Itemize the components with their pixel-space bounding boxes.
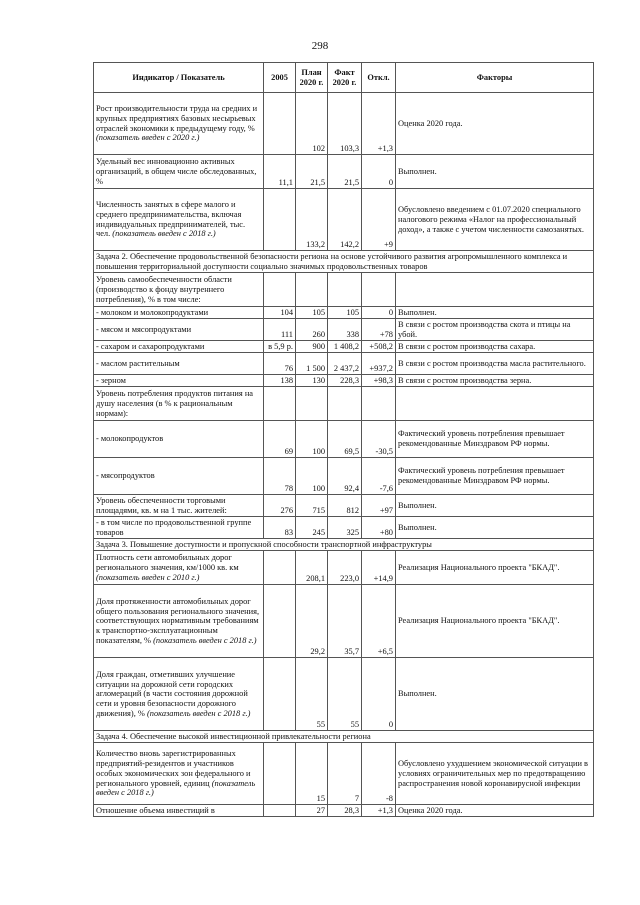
table-row: [94, 458, 594, 495]
value-deviation: +98,3: [362, 375, 396, 387]
value-2005: в 5,9 р.: [264, 341, 296, 353]
value-2005: 69: [264, 421, 296, 458]
header-fact: Факт 2020 г.: [328, 63, 362, 93]
value-2005: [264, 658, 296, 731]
factors-cell: Выполнен.: [396, 155, 594, 189]
value-2005: 104: [264, 307, 296, 319]
value-2005: 78: [264, 458, 296, 495]
value-2005: [264, 189, 296, 251]
task-heading: Задача 4. Обеспечение высокой инвестиционной привлекательности региона: [94, 731, 594, 743]
value-deviation: [362, 273, 396, 307]
value-fact: [328, 273, 362, 307]
indicator-cell: [94, 743, 264, 805]
value-plan: [296, 387, 328, 421]
indicator-cell: [94, 805, 264, 817]
indicator-cell: [94, 421, 264, 458]
value-2005: [264, 93, 296, 155]
indicator-text: Доля граждан, отметивших улучшение ситуации на дорожной сети городских агломераций (в части состояния дорожной сети и уровня безопасности дорожного движения), %: [96, 669, 248, 718]
value-fact: 142,2: [328, 189, 362, 251]
indicator-note: (показатель введен с 2020 г.): [96, 133, 200, 143]
factors-cell: Выполнен.: [396, 495, 594, 517]
header-2005: 2005: [264, 63, 296, 93]
value-fact: 2 437,2: [328, 353, 362, 375]
value-fact: [328, 387, 362, 421]
value-plan: 100: [296, 458, 328, 495]
factors-cell: Выполнен.: [396, 658, 594, 731]
task-heading: Задача 3. Повышение доступности и пропускной способности транспортной инфраструктуры: [94, 539, 594, 551]
value-deviation: -8: [362, 743, 396, 805]
indicator-note: (показатель введен с 2018 г.): [112, 229, 216, 239]
page-number: 298: [311, 40, 329, 52]
value-fact: 812: [328, 495, 362, 517]
factors-cell: Выполнен.: [396, 307, 594, 319]
value-deviation: +14,9: [362, 551, 396, 585]
indicator-note: (показатель введен с 2010 г.): [96, 572, 200, 582]
indicator-text: - молоком и молокопродуктами: [96, 307, 209, 317]
value-deviation: -7,6: [362, 458, 396, 495]
value-deviation: 0: [362, 658, 396, 731]
value-2005: [264, 743, 296, 805]
task-row: [94, 539, 594, 551]
indicator-text: - в том числе по продовольственной группе товаров: [96, 517, 252, 537]
value-deviation: +937,2: [362, 353, 396, 375]
table-row: [94, 93, 594, 155]
value-2005: 83: [264, 517, 296, 539]
value-deviation: +1,3: [362, 93, 396, 155]
value-plan: 102: [296, 93, 328, 155]
value-fact: 1 408,2: [328, 341, 362, 353]
indicator-cell: [94, 273, 264, 307]
indicator-cell: [94, 495, 264, 517]
factors-cell: Обусловлено ухудшением экономической ситуации в условиях ограничительных мер по предотвращению распространения новой коронавирусной инфекции: [396, 743, 594, 805]
table-row: [94, 743, 594, 805]
value-plan: 260: [296, 319, 328, 341]
indicator-text: - молокопродуктов: [96, 434, 164, 444]
value-deviation: 0: [362, 155, 396, 189]
value-2005: 111: [264, 319, 296, 341]
value-plan: 1 500: [296, 353, 328, 375]
value-plan: 208,1: [296, 551, 328, 585]
value-2005: [264, 551, 296, 585]
table-row: [94, 319, 594, 341]
value-2005: [264, 585, 296, 658]
task-row: [94, 731, 594, 743]
indicator-note: (показатель введен с 2018 г.): [153, 635, 257, 645]
factors-cell: В связи с ростом производства масла растительного.: [396, 353, 594, 375]
indicator-cell: [94, 353, 264, 375]
indicator-note: (показатель введен с 2018 г.): [96, 778, 256, 798]
indicator-cell: [94, 387, 264, 421]
indicator-cell: [94, 585, 264, 658]
indicator-cell: [94, 189, 264, 251]
value-fact: 223,0: [328, 551, 362, 585]
value-plan: 130: [296, 375, 328, 387]
value-deviation: +9: [362, 189, 396, 251]
value-2005: [264, 273, 296, 307]
task-row: [94, 251, 594, 273]
factors-cell: Выполнен.: [396, 517, 594, 539]
value-fact: 325: [328, 517, 362, 539]
factors-cell: Оценка 2020 года.: [396, 93, 594, 155]
value-deviation: [362, 387, 396, 421]
table-row: [94, 155, 594, 189]
value-fact: 55: [328, 658, 362, 731]
indicator-cell: [94, 93, 264, 155]
value-plan: 55: [296, 658, 328, 731]
indicator-cell: [94, 658, 264, 731]
value-2005: [264, 387, 296, 421]
indicator-text: - зерном: [96, 375, 126, 385]
value-fact: 338: [328, 319, 362, 341]
value-2005: 138: [264, 375, 296, 387]
indicator-text: Уровень самообеспеченности области (производство к фонду внутреннего потребления), % в том числе:: [96, 275, 232, 304]
indicator-text: Удельный вес инновационно активных организаций, в общем числе обследованных, %: [96, 157, 257, 186]
indicator-text: - сахаром и сахаропродуктами: [96, 341, 205, 351]
value-fact: 35,7: [328, 585, 362, 658]
value-deviation: +97: [362, 495, 396, 517]
value-plan: 900: [296, 341, 328, 353]
indicator-cell: [94, 307, 264, 319]
table-row: [94, 273, 594, 307]
indicator-text: - мясом и мясопродуктами: [96, 324, 192, 334]
factors-cell: В связи с ростом производства сахара.: [396, 341, 594, 353]
value-deviation: +6,5: [362, 585, 396, 658]
value-deviation: 0: [362, 307, 396, 319]
factors-cell: Реализация Национального проекта "БКАД".: [396, 551, 594, 585]
factors-cell: Фактический уровень потребления превышает рекомендованные Минздравом РФ нормы.: [396, 421, 594, 458]
value-plan: 133,2: [296, 189, 328, 251]
table-row: [94, 658, 594, 731]
indicator-cell: [94, 155, 264, 189]
value-2005: 276: [264, 495, 296, 517]
table-row: [94, 421, 594, 458]
table-row: [94, 495, 594, 517]
table-row: [94, 189, 594, 251]
value-plan: 15: [296, 743, 328, 805]
indicator-text: - мясопродуктов: [96, 471, 155, 481]
value-fact: 28,3: [328, 805, 362, 817]
table-row: [94, 551, 594, 585]
indicators-table: [93, 62, 594, 817]
indicator-text: Рост производительности труда на средних и крупных предприятиях базовых несырьевых отраслей экономики к предыдущему году, %: [96, 104, 258, 133]
table-row: [94, 307, 594, 319]
factors-cell: Обусловлено введением с 01.07.2020 специального налогового режима «Налог на профессиональный доход», а также с учетом численности самозанятых.: [396, 189, 594, 251]
table-row: [94, 353, 594, 375]
table-row: [94, 517, 594, 539]
value-plan: 715: [296, 495, 328, 517]
table-row: [94, 341, 594, 353]
value-deviation: +1,3: [362, 805, 396, 817]
factors-cell: [396, 387, 594, 421]
value-deviation: +80: [362, 517, 396, 539]
value-fact: 105: [328, 307, 362, 319]
value-fact: 228,3: [328, 375, 362, 387]
header-plan: План 2020 г.: [296, 63, 328, 93]
indicator-cell: [94, 551, 264, 585]
value-plan: 29,2: [296, 585, 328, 658]
task-heading: Задача 2. Обеспечение продовольственной безопасности региона на основе устойчивого развития агропромышленного комплекса и повышения территориальной доступности социально значимых продовольственных товаров: [94, 251, 594, 273]
indicator-note: (показатель введен с 2018 г.): [146, 708, 251, 718]
value-fact: 7: [328, 743, 362, 805]
value-deviation: +508,2: [362, 341, 396, 353]
value-plan: 27: [296, 805, 328, 817]
value-plan: 100: [296, 421, 328, 458]
factors-cell: В связи с ростом производства зерна.: [396, 375, 594, 387]
table-row: [94, 387, 594, 421]
table-row: [94, 585, 594, 658]
indicator-text: Плотность сети автомобильных дорог регионального значения, км/1000 кв. км: [96, 553, 239, 572]
header-factors: Факторы: [396, 63, 594, 93]
value-deviation: -30,5: [362, 421, 396, 458]
factors-cell: В связи с ростом производства скота и птицы на убой.: [396, 319, 594, 341]
value-fact: 103,3: [328, 93, 362, 155]
indicator-text: - маслом растительным: [96, 358, 180, 368]
value-deviation: +78: [362, 319, 396, 341]
factors-cell: Оценка 2020 года.: [396, 805, 594, 817]
value-plan: 245: [296, 517, 328, 539]
value-fact: 69,5: [328, 421, 362, 458]
header-deviation: Откл.: [362, 63, 396, 93]
factors-cell: Фактический уровень потребления превышает рекомендованные Минздравом РФ нормы.: [396, 458, 594, 495]
indicator-text: Уровень потребления продуктов питания на душу населения (в % к рациональным нормам):: [96, 389, 254, 418]
indicator-cell: [94, 517, 264, 539]
value-plan: [296, 273, 328, 307]
value-2005: [264, 805, 296, 817]
value-2005: 11,1: [264, 155, 296, 189]
indicator-text: Отношение объема инвестиций в: [96, 805, 215, 815]
indicator-text: Количество вновь зарегистрированных предприятий-резидентов и участников особых экономических зон федерального и регионального уровней, единиц: [96, 749, 251, 788]
indicator-cell: [94, 458, 264, 495]
table-row: [94, 375, 594, 387]
value-plan: 105: [296, 307, 328, 319]
factors-cell: [396, 273, 594, 307]
indicator-text: Численность занятых в сфере малого и среднего предпринимательства, включая индивидуальных предпринимателей, тыс. чел.: [96, 200, 246, 239]
value-fact: 92,4: [328, 458, 362, 495]
indicator-text: Доля протяженности автомобильных дорог общего пользования регионального значения, соответствующих нормативным требованиям к транспортно-эксплуатационным показателям, %: [96, 596, 260, 645]
factors-cell: Реализация Национального проекта "БКАД".: [396, 585, 594, 658]
indicator-cell: [94, 375, 264, 387]
value-fact: 21,5: [328, 155, 362, 189]
table-header-row: [94, 63, 594, 93]
value-plan: 21,5: [296, 155, 328, 189]
header-indicator: Индикатор / Показатель: [94, 63, 264, 93]
indicator-text: Уровень обеспеченности торговыми площадями, кв. м на 1 тыс. жителей:: [96, 495, 227, 515]
table-row: [94, 805, 594, 817]
indicator-cell: [94, 341, 264, 353]
indicator-cell: [94, 319, 264, 341]
value-2005: 76: [264, 353, 296, 375]
